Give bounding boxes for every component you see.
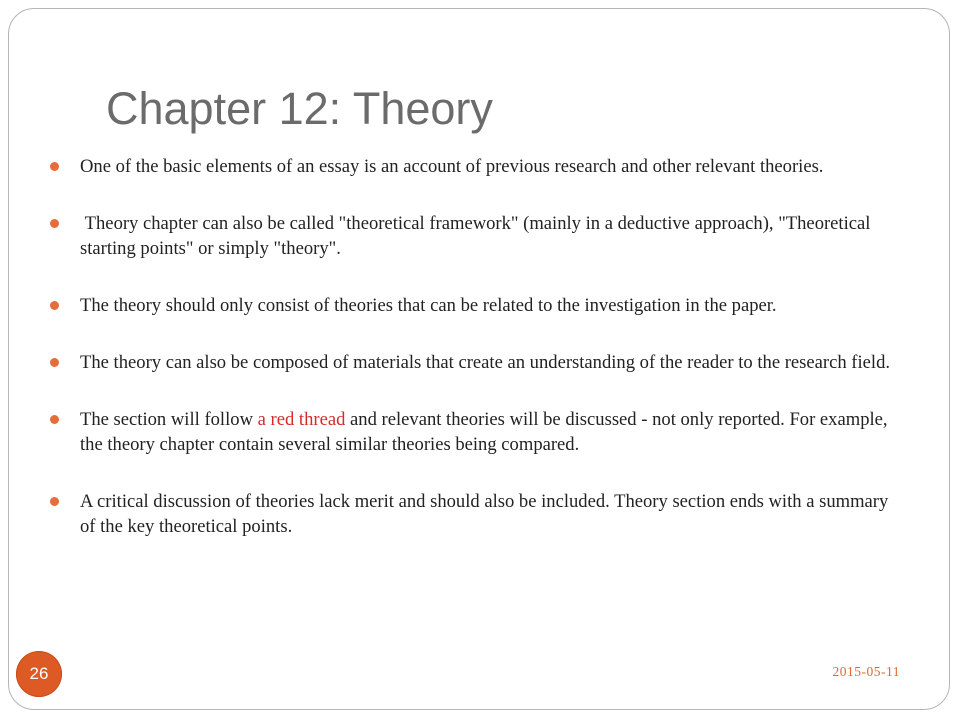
bullet-text: Theory chapter can also be called "theoretical framework" (mainly in a deductive approach), "Theoretical starting points" or simply "theory". xyxy=(80,213,876,259)
bullet-text-before: The section will follow xyxy=(80,409,258,430)
bullet-item xyxy=(48,407,908,457)
bullet-text: A critical discussion of theories lack merit and should also be included. Theory section ends with a summary of the key theoretical points. xyxy=(80,491,889,537)
bullet-dot-icon xyxy=(50,497,59,506)
bullet-item xyxy=(48,489,908,539)
bullet-text: One of the basic elements of an essay is an account of previous research and other relevant theories. xyxy=(80,156,824,177)
red-thread-highlight: a red thread xyxy=(257,409,346,430)
bullet-item xyxy=(48,293,908,318)
bullet-item xyxy=(48,154,908,179)
bullet-dot-icon xyxy=(50,162,59,171)
bullet-text: The theory can also be composed of materials that create an understanding of the reader to the research field. xyxy=(80,352,891,373)
bullet-dot-icon xyxy=(50,301,59,310)
bullet-text-after: and relevant theories will be discussed - not only reported. For example, the theory chapter contain several similar theories being compared. xyxy=(80,409,893,455)
slide-title: Chapter 12: Theory xyxy=(106,83,493,134)
bullet-dot-icon xyxy=(50,415,59,424)
bullet-dot-icon xyxy=(50,358,59,367)
page-number: 26 xyxy=(29,664,49,683)
bullet-text: The theory should only consist of theories that can be related to the investigation in the paper. xyxy=(80,295,777,316)
page-number-badge xyxy=(16,651,62,697)
bullet-dot-icon xyxy=(50,219,59,228)
slide-date: 2015-05-11 xyxy=(832,664,900,679)
bullet-item xyxy=(48,211,908,261)
bullet-list xyxy=(48,154,908,571)
bullet-item xyxy=(48,350,908,375)
